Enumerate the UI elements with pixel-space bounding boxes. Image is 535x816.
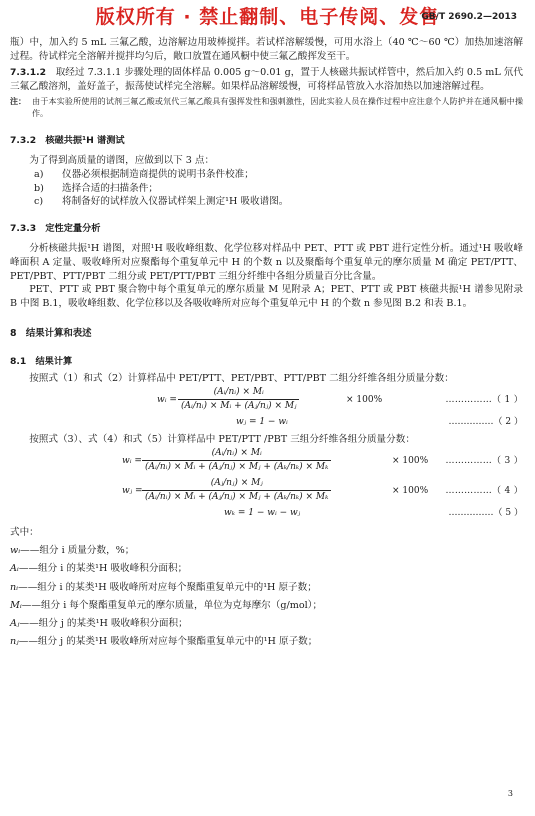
clause-text: 取经过 7.3.1.1 步骤处理的固体样品 0.005 g～0.01 g，置于人核磁共振试样管中，然后加入约 0.5 mL 氘代三氟乙酸溶剂，盖好盖子，振荡使试样完全溶解。如果样品溶解缓慢，可将样品管放入水浴加热以加速溶解过程。 (10, 66, 523, 92)
symbol-definitions (10, 524, 523, 652)
note (10, 96, 523, 121)
definition-item (10, 615, 523, 633)
paragraph-continued: 瓶）中，加入约 5 mL 三氟乙酸，边溶解边用玻棒搅拌。若试样溶解缓慢，可用水浴上（40 ℃～60 ℃）加热加速溶解过程。待试样完全溶解并搅拌均匀后，敞口放置在通风橱中使三氟乙酸挥发至干。 (10, 37, 523, 62)
list-item (10, 195, 523, 209)
formula-numerator: (Aᵢ/nᵢ) × Mᵢ (142, 447, 331, 461)
symbol: Mᵢ (10, 599, 22, 611)
formula-4 (10, 477, 523, 507)
formula-equation: wₖ = 1 − wᵢ − wⱼ (224, 508, 301, 519)
where-label: 式中： (10, 527, 39, 539)
formula-denominator: (Aᵢ/nᵢ) × Mᵢ + (Aⱼ/nⱼ) × Mⱼ (181, 401, 297, 412)
formula-lhs: wᵢ = (157, 395, 177, 406)
formula-percent: × 100% (346, 395, 383, 406)
page-content (10, 36, 523, 652)
list-item (10, 168, 523, 182)
note-label: 注： (10, 96, 26, 106)
document-number: GB/T 2690.2—2013 (421, 12, 517, 22)
formula-percent: × 100% (392, 456, 429, 467)
calc-paragraph-1: 按照式（1）和式（2）计算样品中 PET/PTT、PET/PBT、PTT/PBT 二组分纤维各组分质量分数： (29, 373, 454, 385)
formula-fraction (142, 477, 331, 504)
intro-paragraph: 为了得到高质量的谱图，应做到以下 3 点： (29, 154, 215, 166)
formula-lhs: wᵢ = (122, 456, 142, 467)
calc-paragraph-2: 按照式（3）、式（4）和式（5）计算样品中 PET/PTT /PBT 三组分纤维各组分质量分数： (29, 434, 415, 446)
definition-item (10, 597, 523, 615)
equation-number: ……………（ 2 ） (448, 417, 523, 428)
definition-item (10, 633, 523, 651)
list-marker: b) (34, 182, 44, 194)
definition-text: ——组分 i 质量分数，%； (20, 545, 135, 557)
formula-equation: wⱼ = 1 − wᵢ (236, 417, 288, 428)
list-item (10, 182, 523, 196)
definition-item (10, 579, 523, 597)
formula-numerator: (Aⱼ/nⱼ) × Mⱼ (142, 477, 331, 491)
definition-text: ——组分 i 的某类¹H 吸收峰积分面积； (18, 563, 188, 575)
formula-2 (10, 416, 523, 433)
list-text: 仪器必须根据制造商提供的说明书条件校准； (62, 168, 254, 180)
list-text: 将制备好的试样放入仪器试样架上测定¹H 吸收谱图。 (62, 196, 289, 208)
analysis-paragraph-2: PET、PTT 或 PBT 聚合物中每个重复单元的摩尔质量 M 见附录 A；PET、PTT 或 PBT 核磁共振¹H 谱参见附录 B 中图 B.1，吸收峰组数、化学位移以及各吸收峰所对应每个重复单元中 H 的个数 n 参见图 B.2 和表 B.1。 (10, 284, 523, 310)
list-text: 选择合适的扫描条件； (62, 182, 158, 194)
formula-denominator: (Aᵢ/nᵢ) × Mᵢ + (Aⱼ/nⱼ) × Mⱼ + (Aₖ/nₖ) × Mₖ (145, 492, 329, 503)
clause-7-3-1-2 (10, 66, 523, 94)
symbol: Aᵢ (10, 563, 19, 575)
heading-7-3-3: 7.3.3 定性定量分析 (10, 223, 101, 235)
heading-8-1: 8.1 结果计算 (10, 355, 73, 367)
symbol: wᵢ (10, 545, 21, 557)
symbol: nⱼ (10, 636, 19, 648)
page-number: 3 (507, 789, 513, 799)
equation-number: ……………（ 4 ） (445, 486, 523, 497)
definition-text: ——组分 i 的某类¹H 吸收峰所对应每个聚酯重复单元中的¹H 原子数； (18, 581, 317, 593)
note-text: 由于本实验所使用的试剂三氟乙酸或氘代三氟乙酸具有强挥发性和强刺激性，因此实验人员在操作过程中应注意个人防护并在通风橱中操作。 (32, 96, 523, 119)
list-marker: c) (34, 196, 44, 208)
formula-3 (10, 447, 523, 477)
equation-number: ……………（ 1 ） (445, 395, 523, 406)
definition-text: ——组分 i 每个聚酯重复单元的摩尔质量，单位为克每摩尔（g/mol）； (21, 599, 323, 611)
equation-number: ……………（ 5 ） (448, 508, 523, 519)
formula-percent: × 100% (392, 486, 429, 497)
definition-item (10, 542, 523, 560)
equation-number: ……………（ 3 ） (445, 456, 523, 467)
formula-lhs: wⱼ = (122, 486, 143, 497)
definition-item (10, 560, 523, 578)
symbol: nᵢ (10, 581, 19, 593)
requirements-list (10, 168, 523, 210)
definition-text: ——组分 j 的某类¹H 吸收峰积分面积； (19, 618, 188, 630)
symbol: Aⱼ (10, 618, 20, 630)
heading-7-3-2: 7.3.2 核磁共振¹H 谱测试 (10, 135, 125, 147)
clause-number: 7.3.1.2 (10, 66, 47, 78)
formula-5 (10, 507, 523, 524)
definition-text: ——组分 j 的某类¹H 吸收峰所对应每个聚酯重复单元中的¹H 原子数； (18, 636, 318, 648)
formula-1 (10, 386, 523, 416)
heading-8: 8 结果计算和表述 (10, 328, 92, 340)
formula-denominator: (Aᵢ/nᵢ) × Mᵢ + (Aⱼ/nⱼ) × Mⱼ + (Aₖ/nₖ) × Mₖ (145, 462, 329, 473)
list-marker: a) (34, 168, 44, 180)
formula-fraction (178, 386, 299, 413)
copyright-watermark: 版权所有 · 禁止翻制、电子传阅、发售 (95, 6, 440, 28)
analysis-paragraph-1: 分析核磁共振¹H 谱图，对照¹H 吸收峰组数、化学位移对样品中 PET、PTT 或 PBT 进行定性分析。通过¹H 吸收峰峰面积 A 定量、吸收峰所对应聚酯每个重复单元中 H 的个数 n 以及聚酯每个重复单元的摩尔质量 M 确定 PET/PTT、PET/PBT、PTT/PBT 二组分或 PET/PTT/PBT 三组分纤维中各组分质量百分比含量。 (10, 242, 523, 282)
formula-fraction (142, 447, 331, 474)
formula-numerator: (Aᵢ/nᵢ) × Mᵢ (178, 386, 299, 400)
